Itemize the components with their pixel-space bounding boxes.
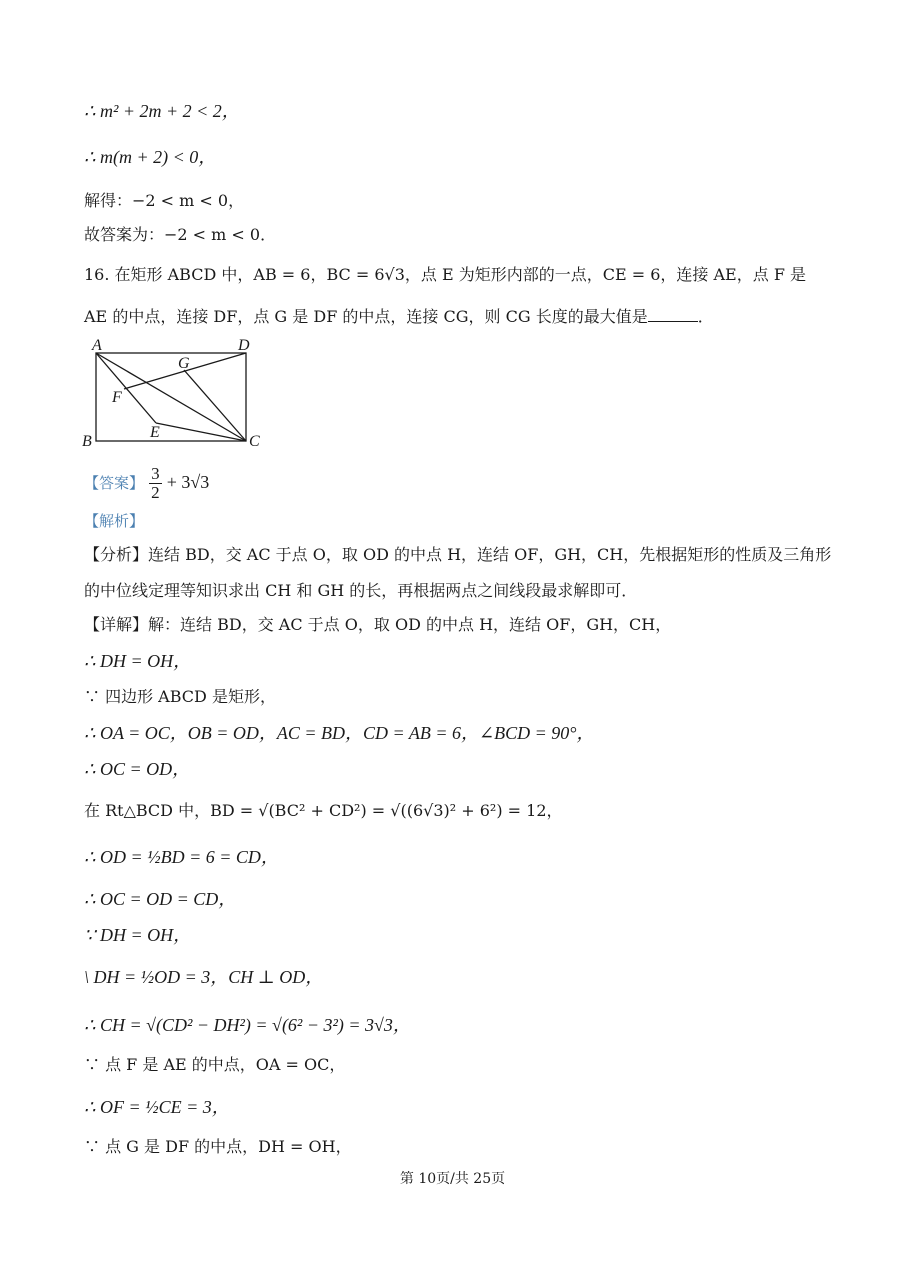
answer-tag: 【答案】 xyxy=(84,474,145,492)
step-8: ∵ DH = OH， xyxy=(84,925,192,945)
step-12: ∴ OF = ½CE = 3， xyxy=(84,1097,230,1117)
line-1: ∴ m² + 2m + 2 < 2， xyxy=(84,101,240,121)
step-10: ∴ CH = √(CD² − DH²) = √(6² − 3²) = 3√3， xyxy=(84,1015,411,1035)
page-footer: 第 10页/共 25页 xyxy=(399,1171,506,1187)
analysis-text-3: 解：连结 BD，交 AC 于点 O，取 OD 的中点 H，连结 OF，GH，CH， xyxy=(148,615,672,634)
label-d: D xyxy=(238,337,250,354)
step-5: 在 Rt△BCD 中，BD = √(BC² + CD²) = √((6√3)² + 6²) = 12， xyxy=(84,801,563,820)
answer-frac-num: 3 xyxy=(151,464,160,483)
label-b: B xyxy=(82,433,92,450)
answer-fraction xyxy=(149,465,162,502)
answer-frac-den: 2 xyxy=(151,483,160,502)
answer-line xyxy=(84,462,209,503)
step-2: ∵ 四边形 ABCD 是矩形， xyxy=(84,687,276,706)
label-c: C xyxy=(249,433,260,450)
label-g: G xyxy=(178,355,190,372)
step-1: ∴ DH = OH， xyxy=(84,651,192,671)
step-11: ∵ 点 F 是 AE 的中点，OA = OC， xyxy=(84,1055,346,1074)
analysis-line-1 xyxy=(84,544,831,566)
rectangle-diagram xyxy=(78,336,278,451)
line-4: 故答案为：−2 < m < 0． xyxy=(84,225,277,244)
step-9: \ DH = ½OD = 3，CH ⊥ OD， xyxy=(84,967,324,987)
analysis-line-3 xyxy=(84,614,671,636)
label-f: F xyxy=(112,389,122,406)
analysis-tag-xiangjie: 【详解】 xyxy=(84,615,149,634)
question-16-line-2 xyxy=(84,306,714,328)
label-e: E xyxy=(150,424,160,441)
label-a: A xyxy=(92,337,102,354)
step-4: ∴ OC = OD， xyxy=(84,759,191,779)
answer-blank xyxy=(648,321,698,322)
step-3: ∴ OA = OC，OB = OD，AC = BD，CD = AB = 6，∠BCD = 90°， xyxy=(84,723,595,743)
question-16-line-1: 16. 在矩形 ABCD 中，AB = 6，BC = 6√3，点 E 为矩形内部的一点，CE = 6，连接 AE，点 F 是 xyxy=(84,265,807,284)
analysis-tag-fenxi: 【分析】 xyxy=(84,545,149,564)
question-16-text: AE 的中点，连接 DF，点 G 是 DF 的中点，连接 CG，则 CG 长度的最大值是 xyxy=(84,307,648,326)
analysis-text-1: 连结 BD，交 AC 于点 O，取 OD 的中点 H，连结 OF，GH，CH，先根据矩形的性质及三角形 xyxy=(148,545,832,564)
step-6: ∴ OD = ½BD = 6 = CD， xyxy=(84,847,279,867)
line-2: ∴ m(m + 2) < 0， xyxy=(84,147,217,167)
analysis-line-2 xyxy=(84,580,637,602)
step-13: ∵ 点 G 是 DF 的中点，DH = OH， xyxy=(84,1137,352,1156)
answer-rest: + 3√3 xyxy=(166,472,210,492)
analysis-text-2: 的中位线定理等知识求出 CH 和 GH 的长，再根据两点之间线段最求解即可． xyxy=(84,581,638,600)
question-16-end: ． xyxy=(697,307,714,326)
step-7: ∴ OC = OD = CD， xyxy=(84,889,237,909)
analysis-tag: 【解析】 xyxy=(84,512,145,530)
line-3: 解得：−2 < m < 0， xyxy=(84,191,245,210)
